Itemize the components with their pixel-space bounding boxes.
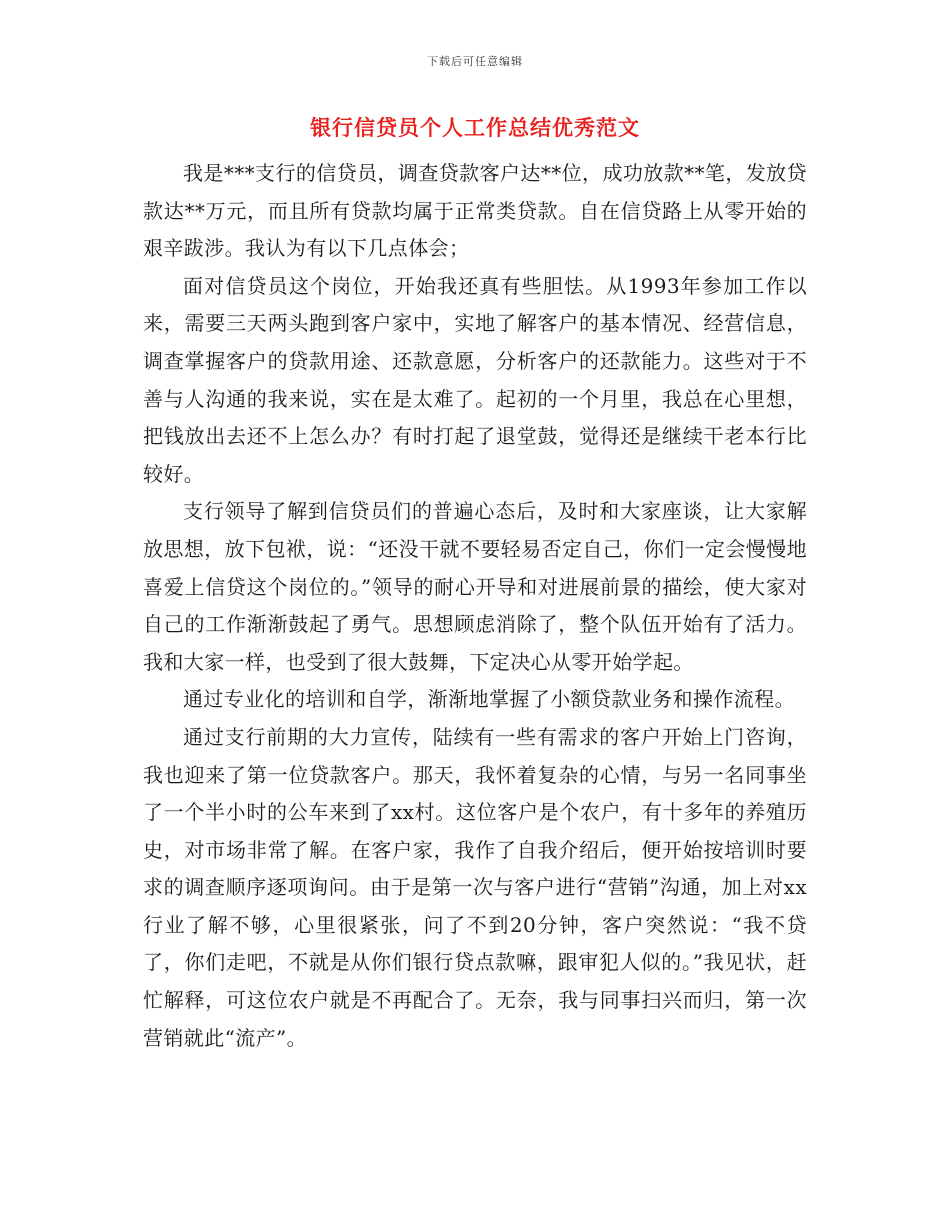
paragraph-1: 我是***支行的信贷员，调查贷款客户达**位，成功放款**笔，发放贷款达**万元，而且所有贷款均属于正常类贷款。自在信贷路上从零开始的艰辛跋涉。我认为有以下几点体会； <box>143 161 807 261</box>
document-title: 银行信贷员个人工作总结优秀范文 <box>310 115 640 140</box>
document-body <box>143 155 807 1057</box>
paragraph-5: 通过支行前期的大力宣传，陆续有一些有需求的客户开始上门咨询，我也迎来了第一位贷款客户。那天，我怀着复杂的心情，与另一名同事坐了一个半小时的公车来到了xx村。这位客户是个农户，有十多年的养殖历史，对市场非常了解。在客户家，我作了自我介绍后，便开始按培训时要求的调查顺序逐项询问。由于是第一次与客户进行“营销”沟通，加上对xx行业了解不够，心里很紧张，问了不到20分钟，客户突然说：“我不贷了，你们走吧，不就是从你们银行贷点款嘛，跟审犯人似的。”我见状，赶忙解释，可这位农户就是不再配合了。无奈，我与同事扫兴而归，第一次营销就此“流产”。 <box>143 724 807 1050</box>
paragraph-2: 面对信贷员这个岗位，开始我还真有些胆怯。从1993年参加工作以来，需要三天两头跑到客户家中，实地了解客户的基本情况、经营信息，调查掌握客户的贷款用途、还款意愿，分析客户的还款能力。这些对于不善与人沟通的我来说，实在是太难了。起初的一个月里，我总在心里想，把钱放出去还不上怎么办？有时打起了退堂鼓，觉得还是继续干老本行比较好。 <box>143 273 807 486</box>
paragraph-3: 支行领导了解到信贷员们的普遍心态后，及时和大家座谈，让大家解放思想，放下包袱，说：“还没干就不要轻易否定自己，你们一定会慢慢地喜爱上信贷这个岗位的。”领导的耐心开导和对进展前景的描绘，使大家对自己的工作渐渐鼓起了勇气。思想顾虑消除了，整个队伍开始有了活力。我和大家一样，也受到了很大鼓舞，下定决心从零开始学起。 <box>143 499 807 674</box>
page-header-note: 下载后可任意编辑 <box>427 55 523 68</box>
paragraph-4: 通过专业化的培训和自学，渐渐地掌握了小额贷款业务和操作流程。 <box>183 687 795 712</box>
